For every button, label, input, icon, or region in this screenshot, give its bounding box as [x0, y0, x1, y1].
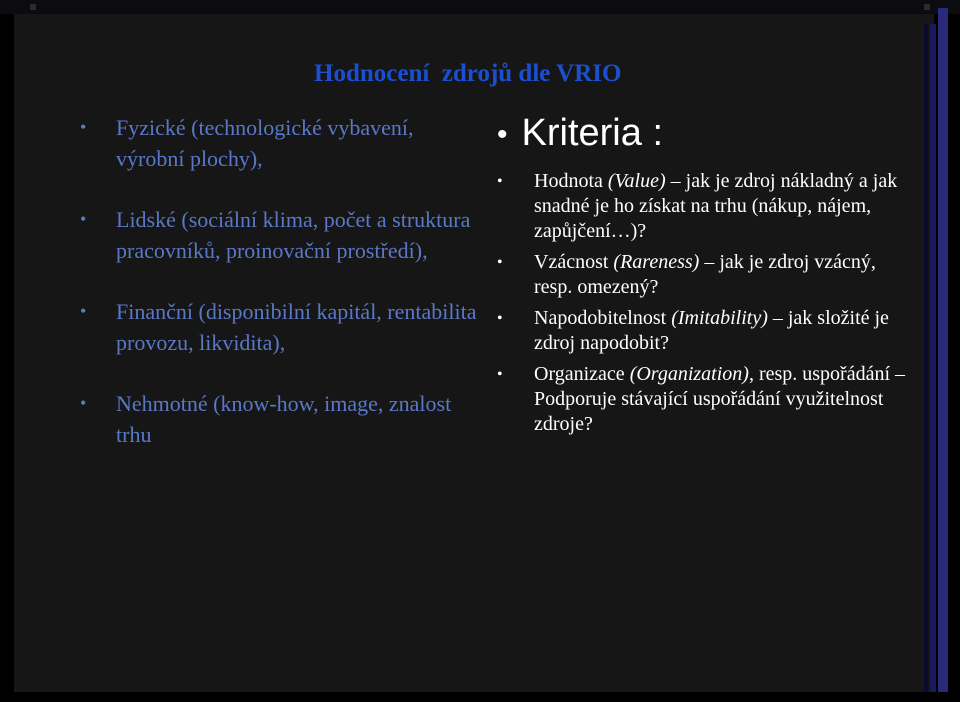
resource-item	[80, 204, 480, 266]
resource-text: Lidské (sociální klima, počet a struktura pracovníků, proinovační prostředí),	[116, 207, 471, 263]
resource-text: Finanční (disponibilní kapitál, rentabilita provozu, likvidita),	[116, 299, 477, 355]
frame-dot	[924, 4, 930, 10]
criteria-term: Vzácnost	[534, 251, 614, 273]
resource-list	[80, 112, 480, 480]
criteria-term: Napodobitelnost	[534, 307, 672, 329]
resource-item	[80, 112, 480, 174]
resource-text: Fyzické (technologické vybavení, výrobní plochy),	[116, 115, 414, 171]
criteria-description: – jak složité je zdroj napodobit?	[534, 307, 889, 354]
criteria-term-english: (Value)	[607, 170, 666, 192]
bullet-icon: •	[497, 117, 508, 151]
criteria-term-english: (Organization)	[629, 363, 749, 385]
bullet-icon: •	[80, 209, 87, 229]
criteria-description: , resp. uspořádání – Podporuje stávající uspořádání využitelnost zdroje?	[534, 363, 906, 435]
bullet-icon: •	[497, 254, 503, 271]
criteria-term-english: (Rareness)	[613, 251, 700, 273]
bullet-icon: •	[80, 393, 87, 413]
resource-item	[80, 296, 480, 358]
resource-text: Nehmotné (know-how, image, znalost trhu	[116, 391, 452, 447]
criteria-description: – jak je zdroj nákladný a jak snadné je ho získat na trhu (nákup, nájem, zapůjčení…)?	[534, 170, 898, 242]
bullet-icon: •	[80, 117, 87, 137]
right-frame-bar-inner	[924, 24, 928, 692]
bullet-icon: •	[80, 301, 87, 321]
criteria-item	[497, 306, 917, 356]
top-frame-bar	[0, 0, 960, 14]
bullet-icon: •	[497, 310, 503, 327]
criteria-term: Hodnota	[534, 170, 608, 192]
criteria-term: Organizace	[534, 363, 630, 385]
criteria-item	[497, 250, 917, 300]
frame-dot	[30, 4, 36, 10]
right-frame-bar-middle	[930, 24, 936, 692]
criteria-heading-text: Kriteria :	[521, 112, 663, 154]
criteria-description: – jak je zdroj vzácný, resp. omezený?	[534, 251, 876, 298]
slide-title: Hodnocení zdrojů dle VRIO	[314, 60, 622, 87]
resource-item	[80, 388, 480, 450]
criteria-item	[497, 169, 917, 244]
bullet-icon: •	[497, 173, 503, 190]
criteria-heading	[497, 112, 663, 155]
criteria-item	[497, 362, 917, 437]
criteria-list	[497, 169, 917, 443]
criteria-term-english: (Imitability)	[671, 307, 768, 329]
bullet-icon: •	[497, 366, 503, 383]
right-frame-bar-outer	[938, 8, 948, 692]
